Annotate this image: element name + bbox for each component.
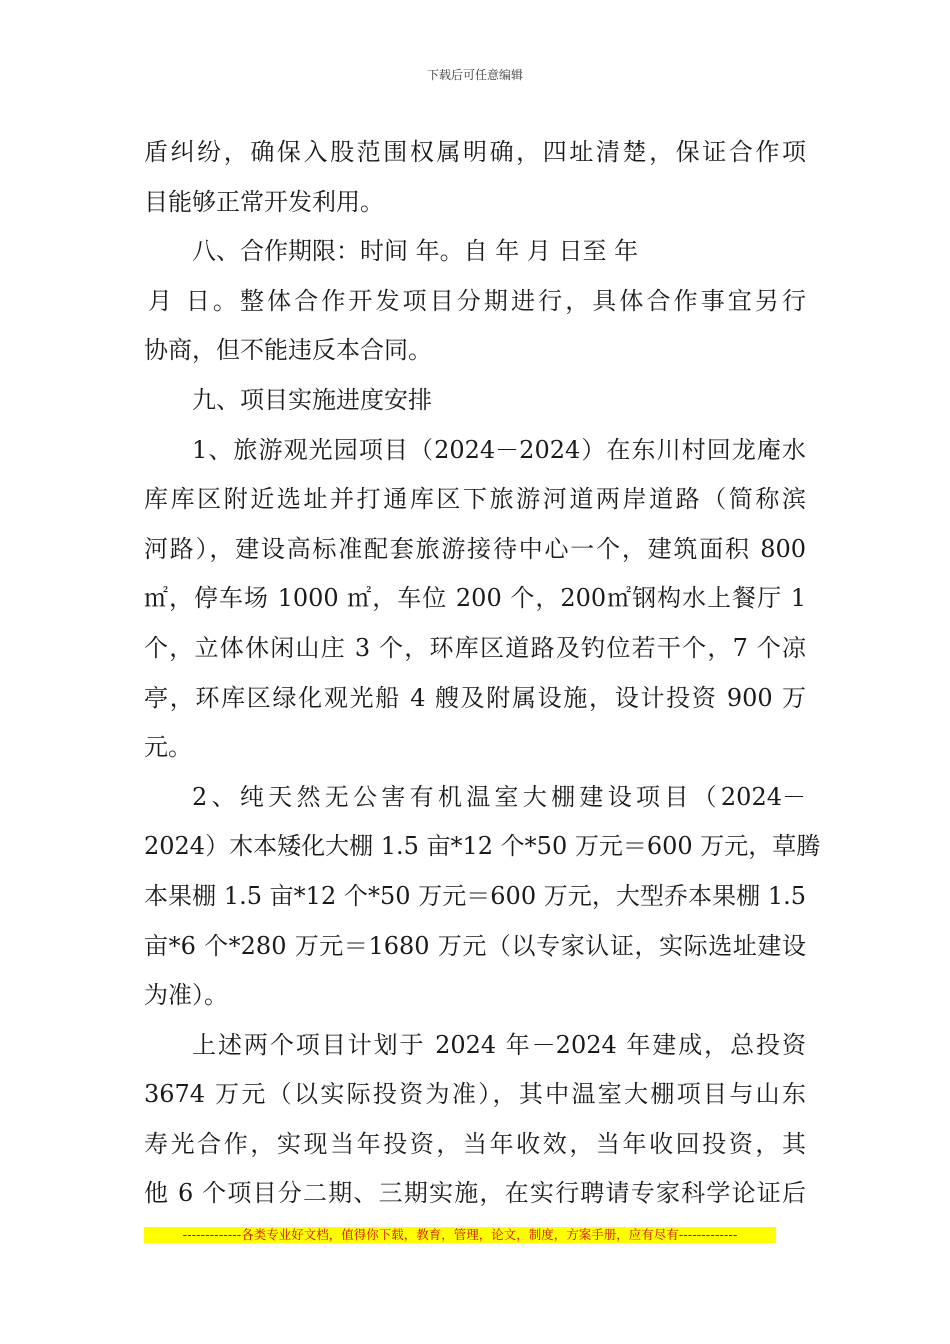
text-line: 亭，环库区绿化观光船 4 艘及附属设施，设计投资 900 万	[144, 683, 806, 712]
text-line: 1、旅游观光园项目（2024－2024）在东川村回龙庵水	[192, 435, 806, 464]
text-line: 他 6 个项目分二期、三期实施，在实行聘请专家科学论证后	[144, 1179, 806, 1208]
text-line: 3674 万元（以实际投资为准），其中温室大棚项目与山东	[144, 1080, 806, 1109]
page-footer-banner: -------------各类专业好文档，值得你下载，教育，管理，论文，制度，方案手册，应有尽有-------------	[144, 1227, 776, 1243]
text-line: 目能够正常开发利用。	[144, 187, 384, 216]
text-line: 为准）。	[144, 981, 228, 1010]
text-line: 个，立体休闲山庄 3 个，环库区道路及钓位若干个，7 个凉	[144, 633, 806, 662]
text-line: ㎡，停车场 1000 ㎡，车位 200 个，200㎡钢构水上餐厅 1	[144, 584, 806, 613]
text-line: 寿光合作，实现当年投资，当年收效，当年收回投资，其	[144, 1129, 806, 1158]
text-line: 本果棚 1.5 亩*12 个*50 万元＝600 万元，大型乔本果棚 1.5	[144, 881, 806, 910]
text-line: 亩*6 个*280 万元＝1680 万元（以专家认证，实际选址建设	[144, 931, 806, 960]
text-line: 上述两个项目计划于 2024 年－2024 年建成，总投资	[192, 1030, 806, 1059]
text-line: 九、项目实施进度安排	[192, 385, 432, 414]
text-line: 2、纯天然无公害有机温室大棚建设项目（2024－	[192, 782, 806, 811]
text-line: 月 日。整体合作开发项目分期进行，具体合作事宜另行	[148, 286, 806, 315]
page-header: 下载后可任意编辑	[426, 68, 523, 82]
text-line: 2024）木本矮化大棚 1.5 亩*12 个*50 万元＝600 万元，草腾	[144, 832, 821, 861]
text-line: 元。	[144, 733, 192, 762]
text-line: 八、合作期限：时间 年。自 年 月 日至 年	[192, 237, 639, 266]
text-line: 河路），建设高标准配套旅游接待中心一个，建筑面积 800	[144, 534, 806, 563]
text-line: 库库区附近选址并打通库区下旅游河道两岸道路（简称滨	[144, 485, 806, 514]
document-body	[144, 128, 821, 1219]
text-line: 协商，但不能违反本合同。	[144, 336, 432, 365]
text-line: 盾纠纷，确保入股范围权属明确，四址清楚，保证合作项	[144, 138, 806, 166]
